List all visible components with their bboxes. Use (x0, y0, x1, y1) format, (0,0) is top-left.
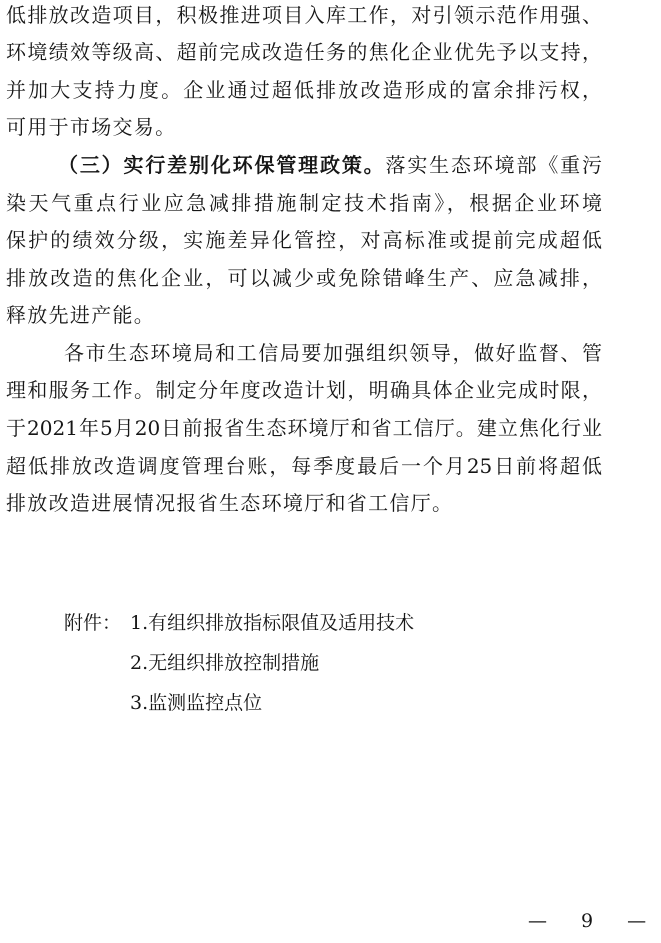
text-line: 理和服务工作。制定分年度改造计划，明确具体企业完成时限， (6, 378, 602, 402)
attachments-label: 附件： (64, 612, 122, 634)
text-line: 染天气重点行业应急减排措施制定技术指南》，根据企业环境 (6, 191, 602, 215)
attachment-item: 3.监测监控点位 (130, 692, 263, 714)
page-number: — 9 — (528, 910, 661, 932)
text-span: 落实生态环境部《重污 (385, 153, 602, 177)
section-heading: （三）实行差别化环保管理政策。 (58, 153, 386, 177)
text-line: 可用于市场交易。 (6, 115, 177, 139)
text-line: 保护的绩效分级，实施差异化管控，对高标准或提前完成超低 (6, 228, 602, 252)
text-line: 环境绩效等级高、超前完成改造任务的焦化企业优先予以支持， (6, 40, 602, 64)
text-line: 超低排放改造调度管理台账，每季度最后一个月25日前将超低 (6, 454, 602, 478)
text-line: 并加大支持力度。企业通过超低排放改造形成的富余排污权， (6, 78, 602, 102)
attachment-item: 1.有组织排放指标限值及适用技术 (130, 612, 415, 634)
attachment-item: 2.无组织排放控制措施 (130, 652, 320, 674)
text-line: 于2021年5月20日前报省生态环境厅和省工信厅。建立焦化行业 (6, 416, 602, 440)
text-line: 释放先进产能。 (6, 303, 156, 327)
text-line: 低排放改造项目，积极推进项目入库工作，对引领示范作用强、 (6, 3, 602, 27)
text-line: 排放改造的焦化企业，可以减少或免除错峰生产、应急减排， (6, 266, 602, 290)
text-line: 排放改造进展情况报省生态环境厅和省工信厅。 (6, 491, 454, 515)
section-heading-line (58, 152, 602, 178)
text-line: 各市生态环境局和工信局要加强组织领导，做好监督、管 (64, 341, 602, 365)
